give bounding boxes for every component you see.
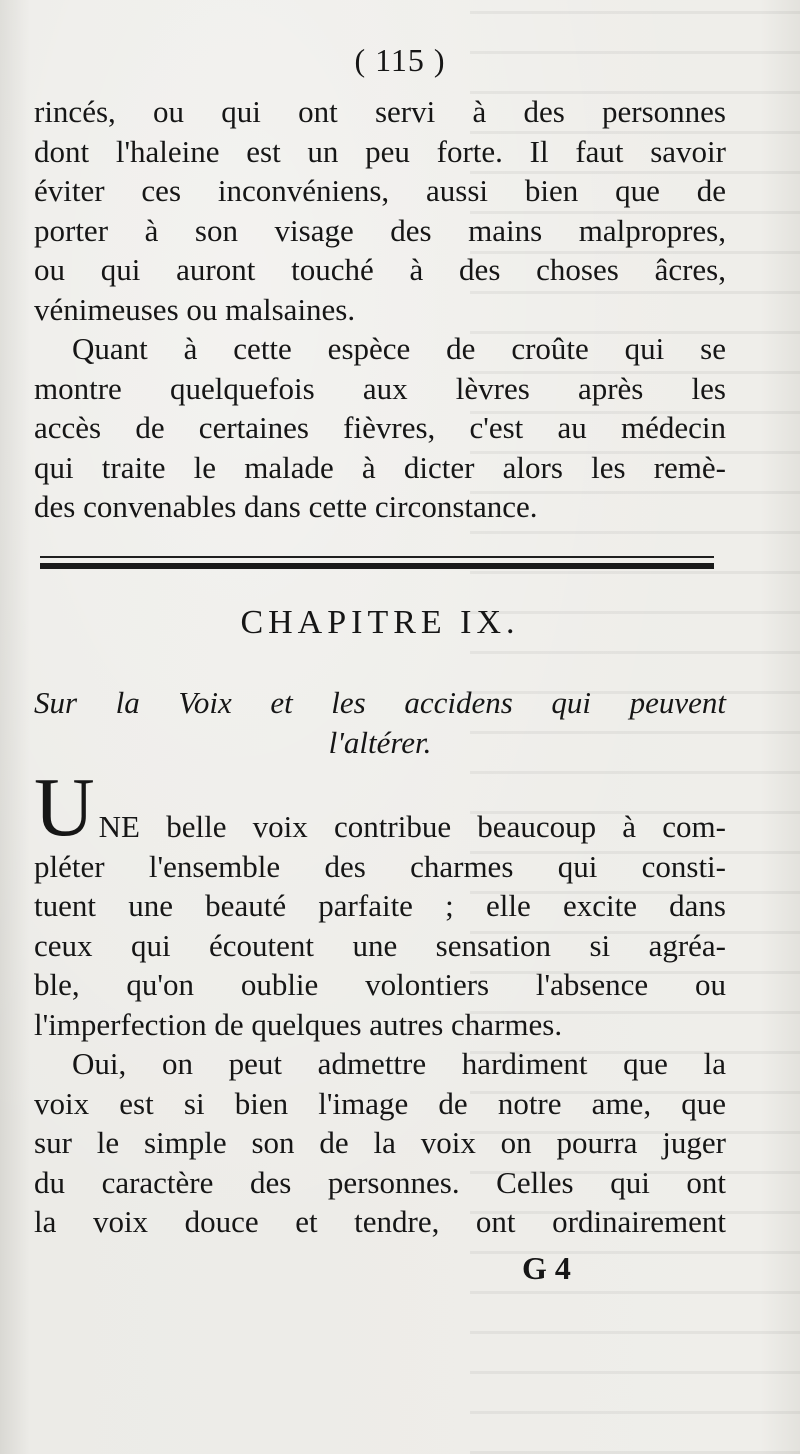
text-line: montre quelquefois aux lèvres après les — [34, 370, 726, 406]
chapter-title: CHAPITRE IX. — [240, 604, 520, 641]
top-text-block — [34, 92, 726, 527]
text-line: vénimeuses ou malsaines. — [34, 291, 356, 327]
chapter-subtitle-line: Sur la Voix et les accidens qui peuvent — [34, 685, 726, 720]
text-line: voix est si bien l'image de notre ame, que — [34, 1085, 726, 1121]
text-line — [34, 761, 726, 854]
text-line: des convenables dans cette circonstance. — [34, 489, 538, 524]
text-line: la voix douce et tendre, ont ordinairement — [34, 1204, 726, 1239]
printer-signature-mark: G 4 — [522, 1250, 571, 1286]
divider-thick-line — [40, 563, 714, 569]
text-line: l'imperfection de quelques autres charmes. — [34, 1006, 563, 1042]
chapter-divider-rule — [40, 556, 714, 569]
drop-cap-letter: U — [34, 761, 95, 854]
first-word-small-caps: NE — [98, 809, 140, 844]
text-line: Quant à cette espèce de croûte qui se — [72, 331, 726, 366]
chapter-subtitle — [34, 683, 726, 763]
chapter-subtitle-line: l'altérer. — [328, 725, 432, 760]
text-line: pléter l'ensemble des charmes qui consti- — [34, 848, 726, 884]
divider-thin-line — [40, 556, 714, 558]
text-line: ble, qu'on oublie volontiers l'absence ou — [34, 967, 726, 1002]
text-line: qui traite le malade à dicter alors les remè- — [34, 449, 726, 485]
text-line: porter à son visage des mains malpropres, — [34, 212, 726, 248]
text-line: sur le simple son de la voix on pourra juger — [34, 1125, 726, 1160]
first-line-rest: belle voix contribue beaucoup à com- — [140, 809, 726, 844]
text-line: éviter ces inconvéniens, aussi bien que de — [34, 173, 726, 208]
text-line: du caractère des personnes. Celles qui ont — [34, 1164, 726, 1200]
page-number-header: ( 115 ) — [354, 42, 446, 78]
text-line: Oui, on peut admettre hardiment que la — [72, 1046, 726, 1081]
text-line: ou qui auront touché à des choses âcres, — [34, 252, 726, 287]
text-line: tuent une beauté parfaite ; elle excite dans — [34, 888, 726, 923]
text-line: dont l'haleine est un peu forte. Il faut savoir — [34, 133, 726, 169]
text-line: ceux qui écoutent une sensation si agréa- — [34, 927, 726, 963]
text-line: accès de certaines fièvres, c'est au médecin — [34, 410, 726, 445]
text-line: rincés, ou qui ont servi à des personnes — [34, 94, 726, 129]
bottom-text-block — [34, 761, 726, 1242]
